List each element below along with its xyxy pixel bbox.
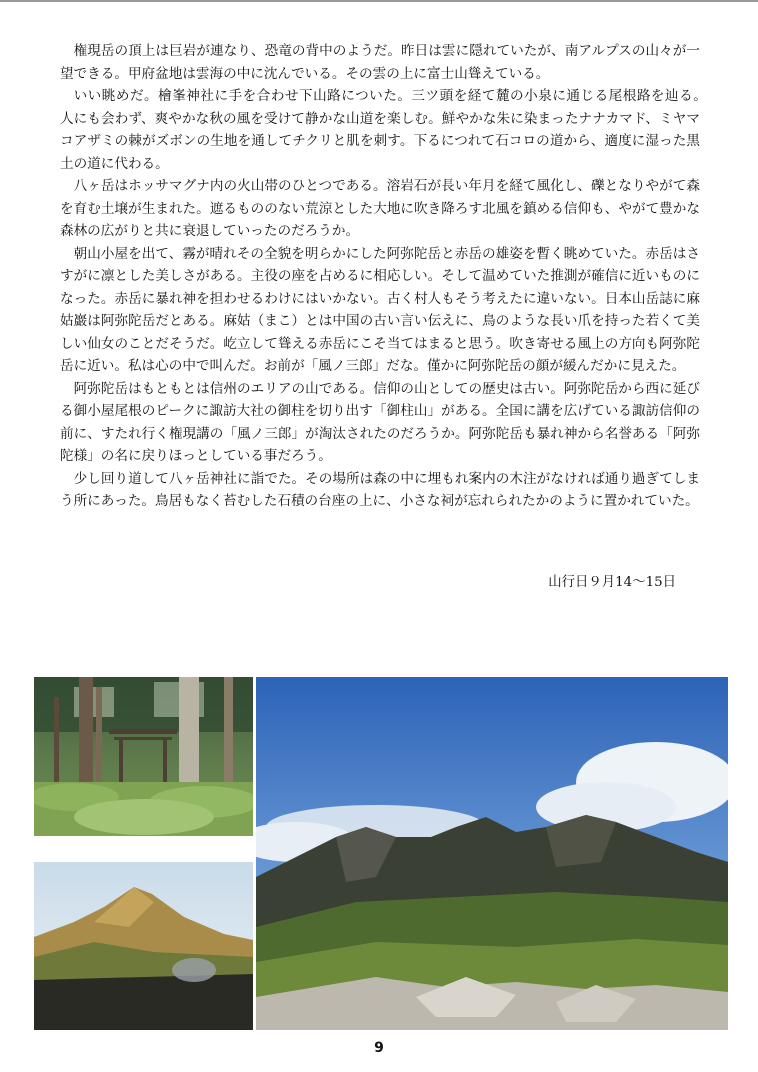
paragraph-4: 朝山小屋を出て、霧が晴れその全貌を明らかにした阿弥陀岳と赤岳の雄姿を暫く眺めていた。赤岳はさすがに凛とした美しさがある。主役の座を占めるに相応しい。そして温めていた推測が確信に近いものになった。赤岳に暴れ神を担わせるわけにはいかない。古く村人もそう考えたに違いない。日本山岳誌に麻姑巖は阿弥陀岳だとある。麻姑（まこ）とは中国の古い言い伝えに、鳥のような長い爪を持った若くて美しい仙女のことだそうだ。屹立して聳える赤岳にこそ当てはまると思う。吹き寄せる風上の方向も阿弥陀岳に近い。私は心の中で叫んだ。お前が「風ノ三郎」だな。僅かに阿弥陀岳の顔が緩んだかに見えた。 [60, 245, 700, 374]
forest-shrine-image [34, 677, 253, 836]
mountain-range-image [256, 677, 728, 1030]
paragraph-2: いい眺めだ。檜峯神社に手を合わせ下山路についた。三ツ頭を経て麓の小泉に通じる尾根路を辿る。 人にも会わず、爽やかな秋の風を受けて静かな山道を楽しむ。鮮やかな朱に染まったナナカマド、ミヤマコアザミの棘がズボンの生地を通してチクリと肌を刺す。下るにつれて石コロの道から、適度に湿った黒土の道に代わる。 [60, 88, 714, 172]
paragraph-3: 八ヶ岳はホッサマグナ内の火山帯のひとつである。溶岩石が長い年月を経て風化し、礫となりやがて森を育む土壌が生まれた。遮るもののない荒涼とした大地に吹き降ろす北風を鎮める信仰も、やがて豊かな森林の広がりと共に衰退していったのだろうか。 [60, 178, 700, 239]
hiking-date: 山行日９月14〜15日 [548, 575, 676, 590]
paragraph-6: 少し回り道して八ヶ岳神社に詣でた。その場所は森の中に埋もれ案内の木注がなければ通り過ぎてしまう所にあった。鳥居もなく苔むした石積の台座の上に、小さな祠が忘れられたかのように置かれていた。 [60, 470, 700, 509]
photo-mountain-peak [34, 862, 253, 1030]
page-number: 9 [374, 1040, 384, 1056]
top-rule [0, 0, 758, 2]
paragraph-1: 権現岳の頂上は巨岩が連なり、恐竜の背中のようだ。昨日は雲に隠れていたが、南アルプスの山々が一望できる。甲府盆地は雲海の中に沈んでいる。その雲の上に富士山聳えている。 [60, 43, 700, 82]
photo-mountain-range [256, 677, 728, 1030]
paragraph-5: 阿弥陀岳はもともとは信州のエリアの山である。信仰の山としての歴史は古い。阿弥陀岳から西に延びる御小屋尾根のピークに諏訪大社の御柱を切り出す「御柱山」がある。全国に講を広げている諏訪信仰の前に、すたれ行く権現講の「風ノ三郎」が淘汰されたのだろうか。阿弥陀岳も暴れ神から名誉ある「阿弥陀様」の名に戻りほっとしている事だろう。 [60, 380, 700, 464]
essay-body [60, 40, 714, 513]
photo-forest-shrine [34, 677, 253, 836]
mountain-peak-image [34, 862, 253, 1030]
